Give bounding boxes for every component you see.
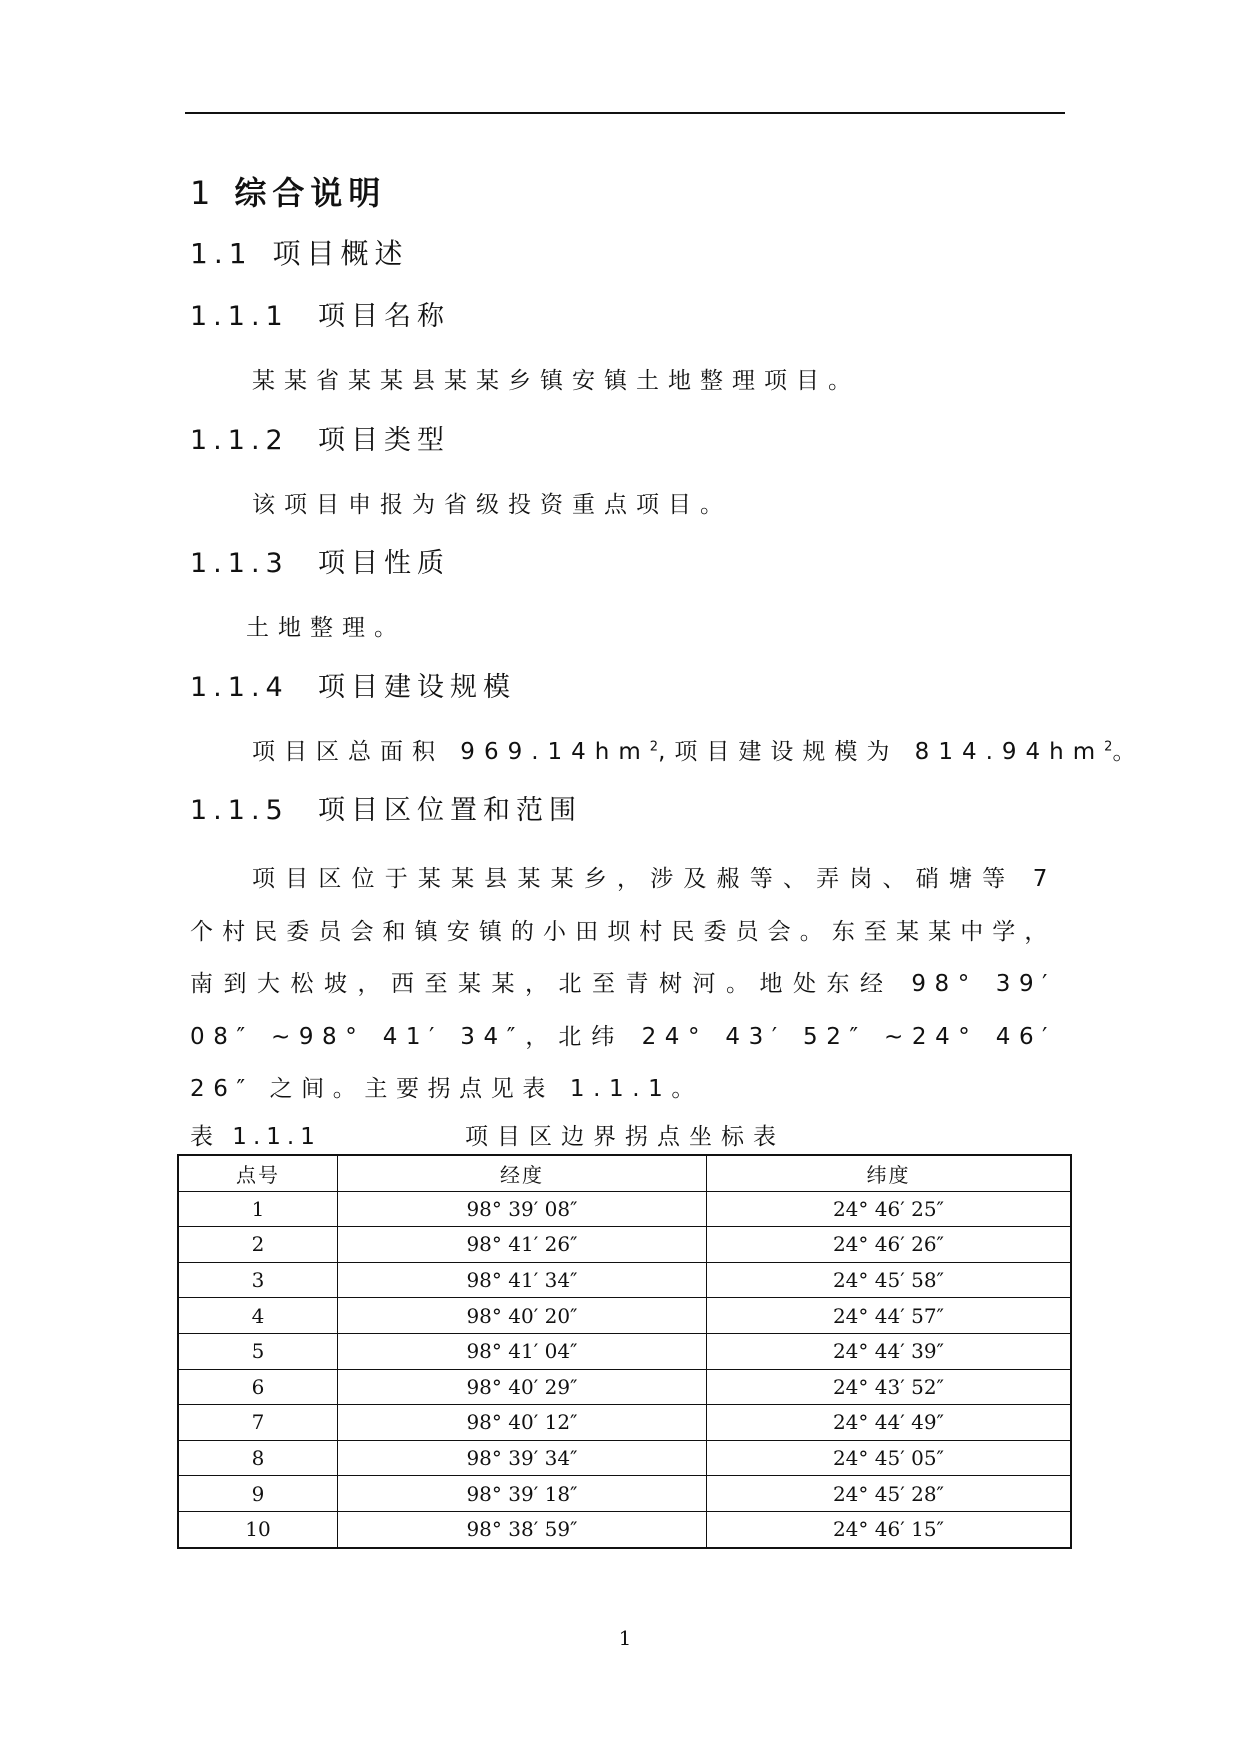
cell-longitude: 98° 40′ 20″ (338, 1298, 707, 1334)
heading-subsection (190, 665, 516, 704)
table-row (178, 1262, 1071, 1298)
cell-point: 7 (178, 1405, 338, 1441)
cell-point: 3 (178, 1262, 338, 1298)
cell-latitude: 24° 45′ 28″ (707, 1476, 1072, 1512)
heading-subsection (190, 541, 450, 580)
subsection-number: 1.1.1 (190, 301, 289, 332)
cell-latitude: 24° 43′ 52″ (707, 1369, 1072, 1405)
cell-latitude: 24° 45′ 05″ (707, 1440, 1072, 1476)
cell-longitude: 98° 41′ 04″ (338, 1333, 707, 1369)
cell-latitude: 24° 46′ 15″ (707, 1511, 1072, 1547)
subsection-number: 1.1.5 (190, 795, 289, 826)
cell-longitude: 98° 38′ 59″ (338, 1511, 707, 1547)
paragraph-part: 项目区总面积 969.14hm (252, 739, 650, 765)
cell-longitude: 98° 41′ 26″ (338, 1227, 707, 1263)
cell-point: 8 (178, 1440, 338, 1476)
column-header-point: 点号 (178, 1155, 338, 1191)
heading-section (190, 232, 409, 272)
cell-longitude: 98° 41′ 34″ (338, 1262, 707, 1298)
subsection-number: 1.1.3 (190, 548, 289, 579)
heading-chapter-number: 1 (190, 174, 217, 212)
superscript: 2 (649, 739, 659, 755)
table-row (178, 1476, 1071, 1512)
table-caption-title: 项目区边界拐点坐标表 (465, 1124, 785, 1150)
page-number: 1 (618, 1626, 632, 1650)
subsection-title: 项目类型 (318, 425, 450, 456)
heading-chapter (190, 168, 386, 214)
paragraph-part: 。 (1112, 739, 1145, 765)
cell-point: 2 (178, 1227, 338, 1263)
cell-latitude: 24° 44′ 57″ (707, 1298, 1072, 1334)
cell-point: 9 (178, 1476, 338, 1512)
table-caption-number: 表 1.1.1 (190, 1124, 321, 1150)
paragraph: 该项目申报为省级投资重点项目。 (252, 492, 732, 518)
cell-point: 10 (178, 1511, 338, 1547)
cell-latitude: 24° 44′ 49″ (707, 1405, 1072, 1441)
cell-longitude: 98° 40′ 29″ (338, 1369, 707, 1405)
heading-section-number: 1.1 (190, 237, 253, 270)
cell-longitude: 98° 39′ 08″ (338, 1191, 707, 1227)
table-row (178, 1227, 1071, 1263)
table-row (178, 1369, 1071, 1405)
subsection-title: 项目名称 (318, 301, 450, 332)
superscript: 2 (1104, 739, 1113, 755)
table-row (178, 1298, 1071, 1334)
table-row (178, 1405, 1071, 1441)
paragraph: 某某省某某县某某乡镇安镇土地整理项目。 (252, 368, 860, 394)
paragraph-scale (252, 733, 1144, 766)
table-row (178, 1333, 1071, 1369)
table-row (178, 1191, 1071, 1227)
coordinates-table (177, 1154, 1072, 1549)
paragraph-part: ,项目建设规模为 814.94hm (658, 739, 1105, 765)
column-header-latitude: 纬度 (707, 1155, 1072, 1191)
cell-latitude: 24° 46′ 26″ (707, 1227, 1072, 1263)
table-row (178, 1511, 1071, 1547)
heading-subsection (190, 418, 450, 457)
heading-subsection (190, 788, 582, 827)
table-header-row (178, 1155, 1071, 1191)
cell-latitude: 24° 45′ 58″ (707, 1262, 1072, 1298)
cell-latitude: 24° 46′ 25″ (707, 1191, 1072, 1227)
table-row (178, 1440, 1071, 1476)
cell-longitude: 98° 39′ 18″ (338, 1476, 707, 1512)
cell-point: 1 (178, 1191, 338, 1227)
cell-latitude: 24° 44′ 39″ (707, 1333, 1072, 1369)
subsection-number: 1.1.2 (190, 425, 289, 456)
subsection-title: 项目建设规模 (318, 672, 516, 703)
heading-section-title: 项目概述 (272, 237, 409, 270)
header-rule (185, 112, 1065, 114)
cell-point: 5 (178, 1333, 338, 1369)
cell-longitude: 98° 39′ 34″ (338, 1440, 707, 1476)
column-header-longitude: 经度 (338, 1155, 707, 1191)
cell-point: 6 (178, 1369, 338, 1405)
subsection-number: 1.1.4 (190, 672, 289, 703)
cell-longitude: 98° 40′ 12″ (338, 1405, 707, 1441)
heading-chapter-title: 综合说明 (234, 174, 387, 212)
paragraph-location: 项目区位于某某县某某乡，涉及赧等、弄岗、硝塘等 7 个村民委员会和镇安镇的小田坝村民委员会。东至某某中学，南到大松坡，西至某某，北至青树河。地处东经 98° 39′ 08″ ~98° 41′ 34″，北纬 24° 43′ 52″ ~24° 46′ 26″ 之间。主要拐点见表 1.1.1。 (190, 866, 1056, 1102)
subsection-title: 项目区位置和范围 (318, 795, 582, 826)
heading-subsection (190, 294, 450, 333)
cell-point: 4 (178, 1298, 338, 1334)
paragraph: 土地整理。 (246, 615, 406, 641)
subsection-title: 项目性质 (318, 548, 450, 579)
